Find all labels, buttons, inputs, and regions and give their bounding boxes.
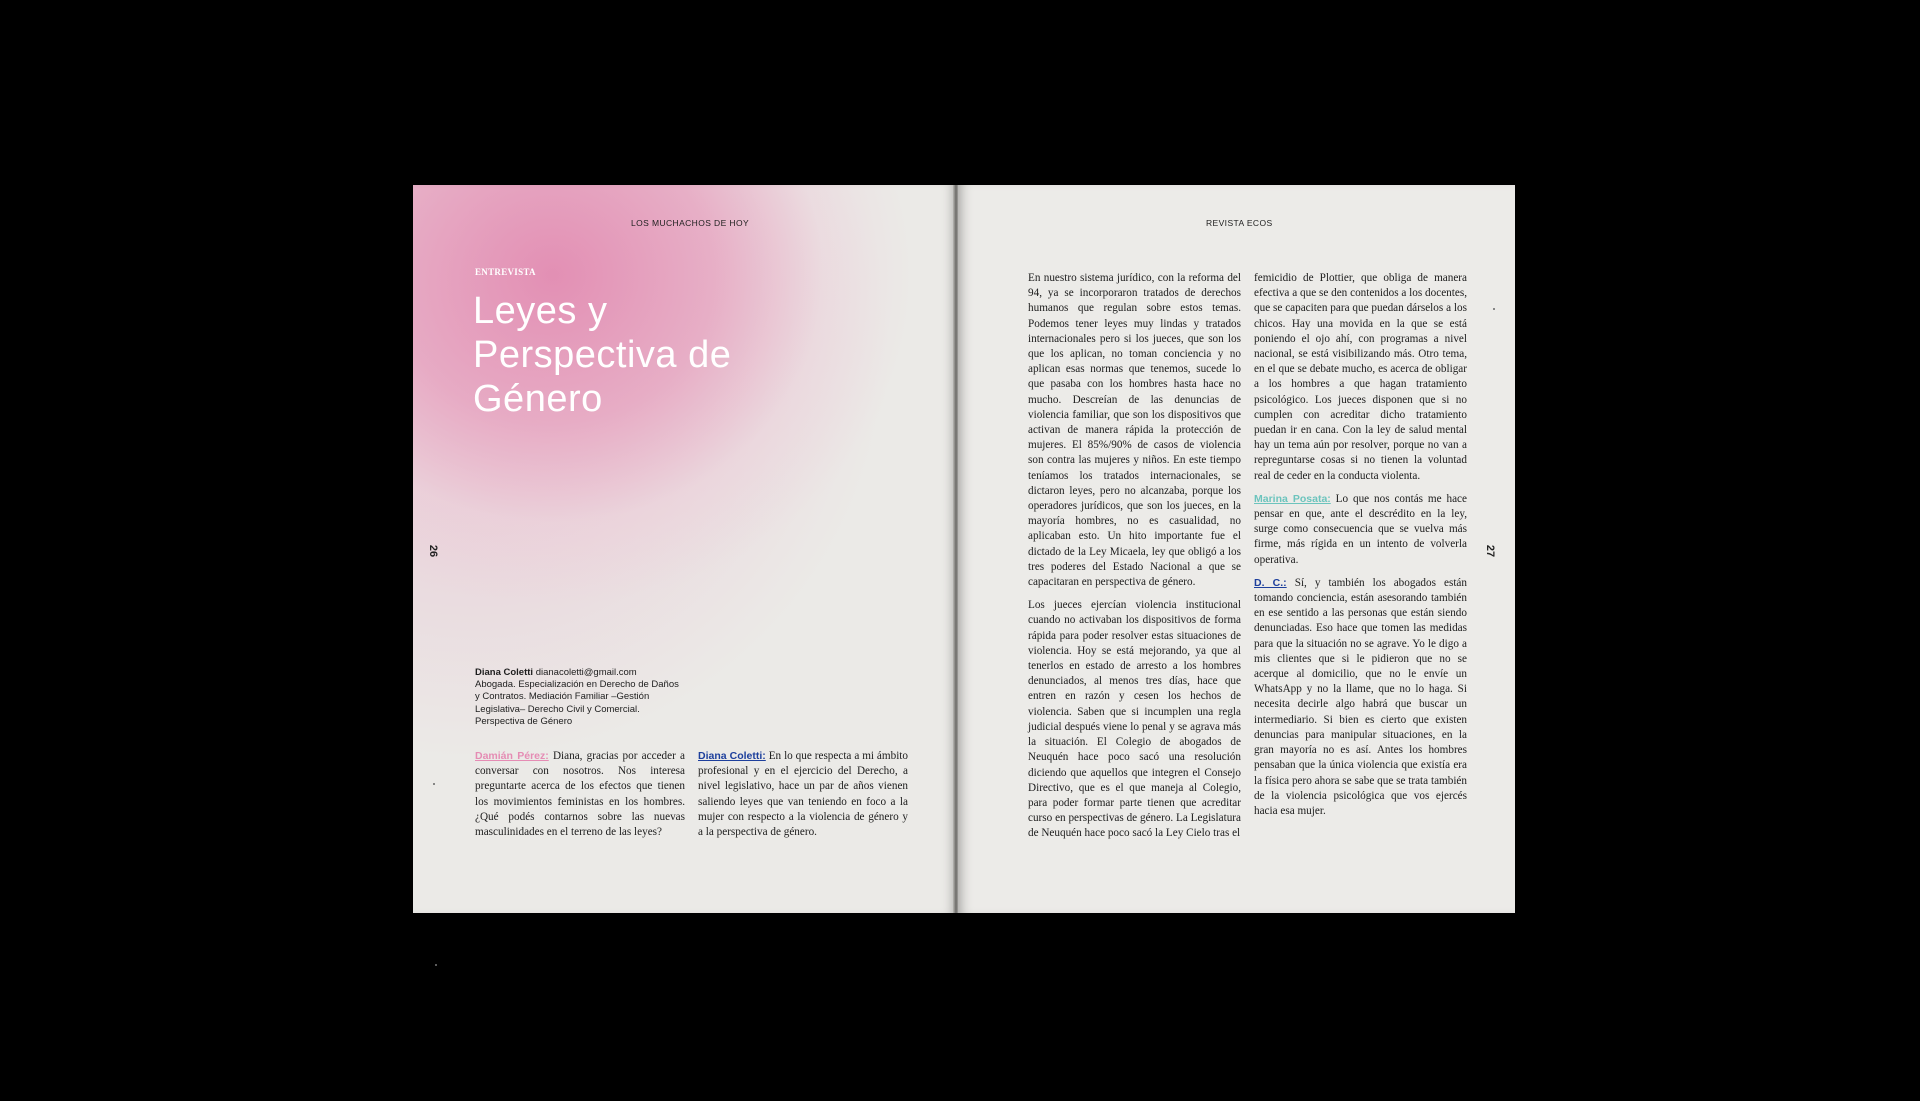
speaker-label-diana: Diana Coletti: (698, 750, 766, 762)
magazine-spread (413, 185, 1515, 913)
paragraph: En nuestro sistema jurídico, con la reforma del 94, ya se incorporaron tratados de derechos humanos que regulan sobre estos temas. Podemos tener leyes muy lindas y tratados internacionales pero si los jueces, que son los que los aplican, no toman conciencia y no aplican esas normas que tenemos, sucede lo que pasaba con los hombres hasta hace no mucho. Descreían de las denuncias de violencia familiar, que son los dispositivos que activan de manera rápida la protección de mujeres. El 85%/90% de casos de violencia son contra las mujeres y niños. En este tiempo teníamos los tratados internacionales, se dictaron leyes, pero no alcanzaba, porque los operadores jurídicos, que son los jueces, en la mayoría hombres, no es casualidad, no aplicaban esto. Un hito importante fue el dictado de la Ley Micaela, ley que obligó a los tres poderes del Estado Nacional a que se capacitaran en perspectiva de género. (1028, 272, 1241, 589)
bio-description: Abogada. Especialización en Derecho de Daños y Contratos. Mediación Familiar –Gestión Legislativa– Derecho Civil y Comercial. Perspectiva de Género (475, 679, 679, 727)
bio-email: dianacoletti@gmail.com (535, 667, 637, 678)
left-page (413, 185, 954, 913)
left-column-2 (698, 749, 908, 848)
paragraph: Los jueces ejercían violencia institucional cuando no activaban los dispositivos de forma rápida para poder resolver estas situaciones de violencia. Hoy se está mejorando, ya que al tenerlos en estado de arresto a los hombres denunciados, al menos tres días, hace que entren en razón y cesen los hechos de violencia. Saben que si incumplen una regla judicial después viene lo penal y se agrava más la situación. El Colegio de abogados de Neuquén hace poco sacó una resolución diciendo que aquellos que integren el Consejo Directivo, que es el que maneja al Colegio, para poder formar parte tienen que acreditar curso en perspectivas de género. La Legislatura de Neuquén hace poco sacó la Ley Cielo tras el (1028, 599, 1241, 840)
right-column-1 (1028, 271, 1241, 850)
bio-name: Diana Coletti (475, 667, 534, 678)
left-column-1 (475, 749, 685, 848)
dust-speck (435, 964, 437, 966)
speaker-label-dc: D. C.: (1254, 576, 1287, 589)
answer-text-1: En lo que respecta a mi ámbito profesional y en el ejercicio del Derecho, a nivel legislativo, hace un par de años vienen saliendo leyes que van teniendo en foco a la mujer con respecto a la violencia de género y a la perspectiva de género. (698, 750, 908, 839)
page-number-left: 26 (427, 544, 440, 558)
question-text: Diana, gracias por acceder a conversar con nosotros. Nos interesa preguntarte acerca de los efectos que tienen los movimientos feministas en los hombres. ¿Qué podés contarnos sobre las nuevas masculinidades en el terreno de las leyes? (475, 750, 685, 839)
paragraph: femicidio de Plottier, que obliga de manera efectiva a que se den contenidos a los docentes, que se capaciten para que puedan dárselos a los chicos. Hay una movida en la que se está poniendo el ojo ahí, con programas a nivel nacional, se está visibilizando más. Otro tema, en el que se debate mucho, es acerca de obligar a los hombres a que hagan tratamiento psicológico. Los jueces disponen que si no cumplen con acreditar dicho tratamiento puedan ir en cana. Con la ley de salud mental hay un tema aún por resolver, porque no van a repreguntarse cosas si no tienen la voluntad real de ceder en la conducta violenta. (1254, 272, 1467, 482)
article-title: Leyes y Perspectiva de Género (473, 290, 732, 420)
running-head-right: REVISTA ECOS (1206, 218, 1273, 228)
running-head-left: LOS MUCHACHOS DE HOY (631, 218, 750, 228)
author-bio (475, 667, 685, 728)
right-page (958, 185, 1515, 913)
speaker-label-damian: Damián Pérez: (475, 750, 549, 762)
paper-speck (1493, 308, 1495, 310)
section-kicker: ENTREVISTA (475, 267, 536, 277)
paragraph: Lo que nos contás me hace pensar en que, ante el descrédito en la ley, surge como consecuencia que se vuelva más firme, más rígida en un intento de volverla operativa. (1254, 492, 1467, 566)
paragraph: Sí, y también los abogados están tomando conciencia, están asesorando también en ese sentido a las personas que están siendo denunciadas. Eso hace que tomen las medidas para que la situación no se agrave. Yo le digo a mis clientes que si le pidieron que no se acerque al domicilio, que no le envíe un WhatsApp y no la llame, que no lo haga. Si necesita decirle algo habrá que buscar un intermediario. Si bien es cierto que existen denuncias para manipular situaciones, en la gran mayoría no es así. Antes los hombres pensaban que la única violencia que existía era la física pero ahora se sabe que se trata también de la violencia psicológica que vos ejercés hacia esa mujer. (1254, 576, 1467, 817)
paper-speck (433, 783, 435, 785)
speaker-label-marina: Marina Posata: (1254, 492, 1331, 505)
right-column-2 (1254, 271, 1467, 827)
page-number-right: 27 (1484, 544, 1497, 558)
